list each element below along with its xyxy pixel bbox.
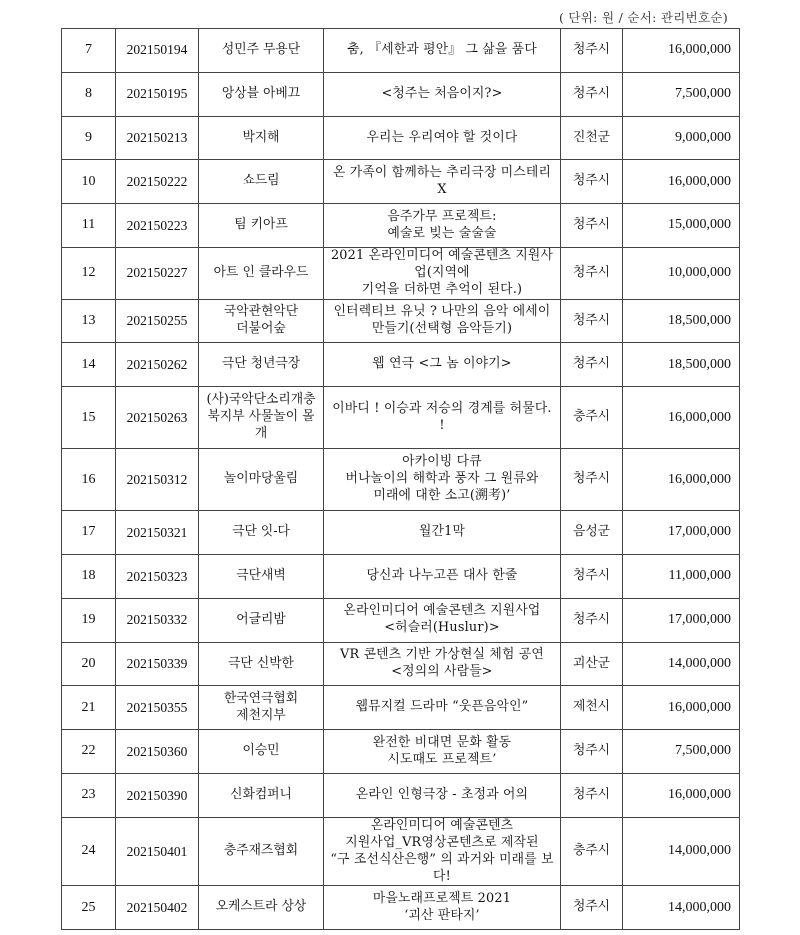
management-number: 202150262 — [116, 343, 199, 387]
project-title — [324, 598, 561, 642]
table-row — [62, 116, 740, 160]
project-title — [324, 343, 561, 387]
project-title-line: 웹뮤지컬 드라마 “웃픈음악인” — [355, 699, 529, 715]
organization-name — [199, 730, 324, 774]
organization-name-line: 어글리밤 — [236, 611, 286, 627]
project-title-line: 온라인 인형극장 - 초정과 어의 — [355, 786, 529, 802]
grant-amount: 7,500,000 — [623, 72, 740, 116]
grant-amount: 17,000,000 — [623, 511, 740, 555]
project-title — [324, 299, 561, 343]
management-number: 202150390 — [116, 774, 199, 818]
project-title-line: 웹 연극 <그 놈 이야기> — [372, 356, 512, 372]
organization-name-line: 제천지부 — [236, 707, 286, 723]
row-number: 20 — [62, 642, 116, 686]
management-number: 202150194 — [116, 29, 199, 73]
organization-name — [199, 29, 324, 73]
table-row — [62, 343, 740, 387]
project-title-line: 미래에 대한 소고(溯考)’ — [373, 488, 511, 504]
grant-amount: 11,000,000 — [623, 555, 740, 599]
row-number: 8 — [62, 72, 116, 116]
row-number: 21 — [62, 686, 116, 730]
region: 청주시 — [561, 449, 623, 511]
table-row — [62, 29, 740, 73]
management-number: 202150332 — [116, 598, 199, 642]
grant-amount: 10,000,000 — [623, 247, 740, 299]
row-number: 7 — [62, 29, 116, 73]
organization-name — [199, 160, 324, 204]
project-title-line: 음주가무 프로젝트: — [387, 208, 497, 224]
organization-name — [199, 449, 324, 511]
project-title-line: VR 콘텐츠 기반 가상현실 체험 공연 — [340, 647, 544, 663]
table-row — [62, 299, 740, 343]
row-number: 22 — [62, 730, 116, 774]
organization-name — [199, 686, 324, 730]
organization-name-line: 극단 청년극장 — [221, 356, 301, 372]
organization-name — [199, 204, 324, 248]
grant-amount: 16,000,000 — [623, 774, 740, 818]
organization-name — [199, 343, 324, 387]
project-title-line: 시도때도 프로젝트’ — [387, 751, 497, 767]
region: 청주시 — [561, 555, 623, 599]
region: 청주시 — [561, 886, 623, 930]
table-row — [62, 686, 740, 730]
project-title-line: 마을노래프로젝트 2021 — [372, 890, 512, 906]
row-number: 10 — [62, 160, 116, 204]
organization-name-line: 극단새벽 — [236, 568, 286, 583]
project-title — [324, 72, 561, 116]
project-title-line: “구 조선식산은행” 의 과거와 미래를 보다! — [330, 851, 554, 884]
management-number: 202150321 — [116, 511, 199, 555]
project-title-line: 예술로 빚는 술술술 — [387, 225, 497, 241]
organization-name-line: 앙상블 아베끄 — [221, 85, 301, 101]
project-title-line: ‘괴산 판타지’ — [404, 907, 480, 923]
region: 충주시 — [561, 387, 623, 449]
table-row — [62, 511, 740, 555]
management-number: 202150323 — [116, 555, 199, 599]
grant-amount: 16,000,000 — [623, 29, 740, 73]
region: 진천군 — [561, 116, 623, 160]
region: 청주시 — [561, 730, 623, 774]
row-number: 13 — [62, 299, 116, 343]
grant-amount: 16,000,000 — [623, 449, 740, 511]
region: 청주시 — [561, 29, 623, 73]
row-number: 23 — [62, 774, 116, 818]
row-number: 16 — [62, 449, 116, 511]
table-row — [62, 555, 740, 599]
region: 청주시 — [561, 204, 623, 248]
project-title — [324, 449, 561, 511]
project-title-line: 이바디 ! 이승과 저승의 경계를 허물다. ! — [332, 400, 552, 433]
organization-name-line: 북지부 사물놀이 몰 — [207, 409, 315, 425]
project-title — [324, 555, 561, 599]
management-number: 202150402 — [116, 886, 199, 930]
organization-name — [199, 642, 324, 686]
organization-name-line: 팀 키아프 — [234, 217, 288, 233]
organization-name — [199, 555, 324, 599]
project-title-line: 지원사업_VR영상콘텐츠로 제작된 — [345, 834, 539, 850]
grant-amount: 14,000,000 — [623, 642, 740, 686]
organization-name — [199, 774, 324, 818]
table-row — [62, 72, 740, 116]
project-title-line: <청주는 처음이지?> — [381, 85, 503, 101]
project-title — [324, 686, 561, 730]
grant-amount: 16,000,000 — [623, 387, 740, 449]
table-row — [62, 642, 740, 686]
organization-name — [199, 299, 324, 343]
project-title — [324, 817, 561, 886]
project-title — [324, 730, 561, 774]
project-title — [324, 642, 561, 686]
management-number: 202150255 — [116, 299, 199, 343]
table-row — [62, 247, 740, 299]
organization-name-line: 신화컴퍼니 — [230, 786, 292, 802]
region: 청주시 — [561, 160, 623, 204]
grant-amount: 18,500,000 — [623, 343, 740, 387]
grant-amount: 17,000,000 — [623, 598, 740, 642]
organization-name — [199, 598, 324, 642]
grant-amount: 14,000,000 — [623, 886, 740, 930]
organization-name-line: 한국연극협회 — [223, 690, 299, 706]
organization-name-line: 놀이마당울림 — [223, 471, 299, 487]
project-title — [324, 774, 561, 818]
table-row — [62, 449, 740, 511]
table-row — [62, 817, 740, 886]
table-row — [62, 598, 740, 642]
row-number: 18 — [62, 555, 116, 599]
organization-name-line: 성민주 무용단 — [221, 41, 301, 57]
region: 청주시 — [561, 598, 623, 642]
organization-name — [199, 886, 324, 930]
management-number: 202150360 — [116, 730, 199, 774]
row-number: 11 — [62, 204, 116, 248]
organization-name — [199, 511, 324, 555]
unit-note: ( 단위: 원 / 순서: 관리번호순) — [558, 10, 728, 25]
region: 괴산군 — [561, 642, 623, 686]
project-title-line: 2021 온라인미디어 예술콘텐츠 지원사업(지역에 — [330, 247, 554, 280]
organization-name — [199, 387, 324, 449]
table-body — [62, 29, 740, 930]
project-title — [324, 886, 561, 930]
project-title-line: 온라인미디어 예술콘텐츠 — [370, 817, 514, 833]
management-number: 202150355 — [116, 686, 199, 730]
region: 제천시 — [561, 686, 623, 730]
grant-amount: 18,500,000 — [623, 299, 740, 343]
organization-name-line: 극단 잇-다 — [232, 524, 290, 540]
project-title — [324, 247, 561, 299]
grant-amount: 9,000,000 — [623, 116, 740, 160]
organization-name — [199, 817, 324, 886]
organization-name-line: 국악관현악단 — [223, 304, 299, 320]
region: 청주시 — [561, 247, 623, 299]
project-title — [324, 387, 561, 449]
organization-name — [199, 247, 324, 299]
organization-name-line: 쇼드림 — [242, 173, 280, 189]
row-number: 25 — [62, 886, 116, 930]
region: 청주시 — [561, 299, 623, 343]
project-title-line: 버나놀이의 해학과 풍자 그 원류와 — [345, 471, 539, 487]
management-number: 202150339 — [116, 642, 199, 686]
organization-name-line: (사)국악단소리개충 — [206, 392, 316, 408]
grant-amount: 15,000,000 — [623, 204, 740, 248]
grant-amount: 7,500,000 — [623, 730, 740, 774]
table-row — [62, 730, 740, 774]
row-number: 12 — [62, 247, 116, 299]
management-number: 202150312 — [116, 449, 199, 511]
project-title — [324, 160, 561, 204]
project-title-line: 인터렉티브 유닛 ? 나만의 음악 에세이 — [333, 304, 551, 320]
project-title-line: X — [437, 181, 447, 197]
management-number: 202150263 — [116, 387, 199, 449]
project-title-line: 월간1막 — [418, 524, 466, 540]
row-number: 17 — [62, 511, 116, 555]
organization-name-line: 개 — [254, 426, 268, 442]
grant-amount: 16,000,000 — [623, 686, 740, 730]
project-title-line: 온라인미디어 예술콘텐츠 지원사업 — [343, 603, 541, 619]
project-title — [324, 511, 561, 555]
management-number: 202150223 — [116, 204, 199, 248]
row-number: 14 — [62, 343, 116, 387]
project-title — [324, 29, 561, 73]
project-title-line: 온 가족이 함께하는 추리극장 미스테리 — [332, 164, 552, 180]
row-number: 9 — [62, 116, 116, 160]
organization-name-line: 박지해 — [242, 129, 280, 145]
management-number: 202150227 — [116, 247, 199, 299]
project-title — [324, 116, 561, 160]
project-title-line: 완전한 비대면 문화 활동 — [372, 734, 512, 750]
project-title-line: 우리는 우리여야 할 것이다 — [366, 129, 518, 145]
table-row — [62, 204, 740, 248]
grant-table — [61, 28, 740, 930]
management-number: 202150213 — [116, 116, 199, 160]
row-number: 24 — [62, 817, 116, 886]
project-title-line: <정의의 사람들> — [391, 664, 493, 680]
region: 청주시 — [561, 72, 623, 116]
project-title-line: 만들기(선택형 음악듣기) — [371, 321, 513, 337]
project-title — [324, 204, 561, 248]
row-number: 19 — [62, 598, 116, 642]
management-number: 202150195 — [116, 72, 199, 116]
organization-name — [199, 72, 324, 116]
table-row — [62, 160, 740, 204]
region: 음성군 — [561, 511, 623, 555]
organization-name-line: 충주재즈협회 — [223, 843, 299, 859]
table-row — [62, 886, 740, 930]
project-title-line: 당신과 나누고픈 대사 한줄 — [366, 568, 518, 583]
organization-name — [199, 116, 324, 160]
organization-name-line: 오케스트라 상상 — [215, 899, 307, 915]
project-title-line: 기억을 더하면 추억이 된다.) — [361, 281, 523, 297]
management-number: 202150401 — [116, 817, 199, 886]
region: 충주시 — [561, 817, 623, 886]
table-row — [62, 387, 740, 449]
organization-name-line: 극단 신박한 — [228, 655, 294, 671]
row-number: 15 — [62, 387, 116, 449]
organization-name-line: 더불어숲 — [236, 321, 286, 337]
management-number: 202150222 — [116, 160, 199, 204]
region: 청주시 — [561, 774, 623, 818]
project-title-line: 춤, 『세한과 평안』 그 삶을 품다 — [347, 41, 537, 57]
grant-amount: 16,000,000 — [623, 160, 740, 204]
project-title-line: <허슬러(Huslur)> — [384, 620, 500, 636]
region: 청주시 — [561, 343, 623, 387]
table-row — [62, 774, 740, 818]
grant-amount: 14,000,000 — [623, 817, 740, 886]
organization-name-line: 아트 인 클라우드 — [213, 264, 309, 280]
organization-name-line: 이승민 — [242, 743, 280, 759]
project-title-line: 아카이빙 다큐 — [402, 454, 482, 470]
